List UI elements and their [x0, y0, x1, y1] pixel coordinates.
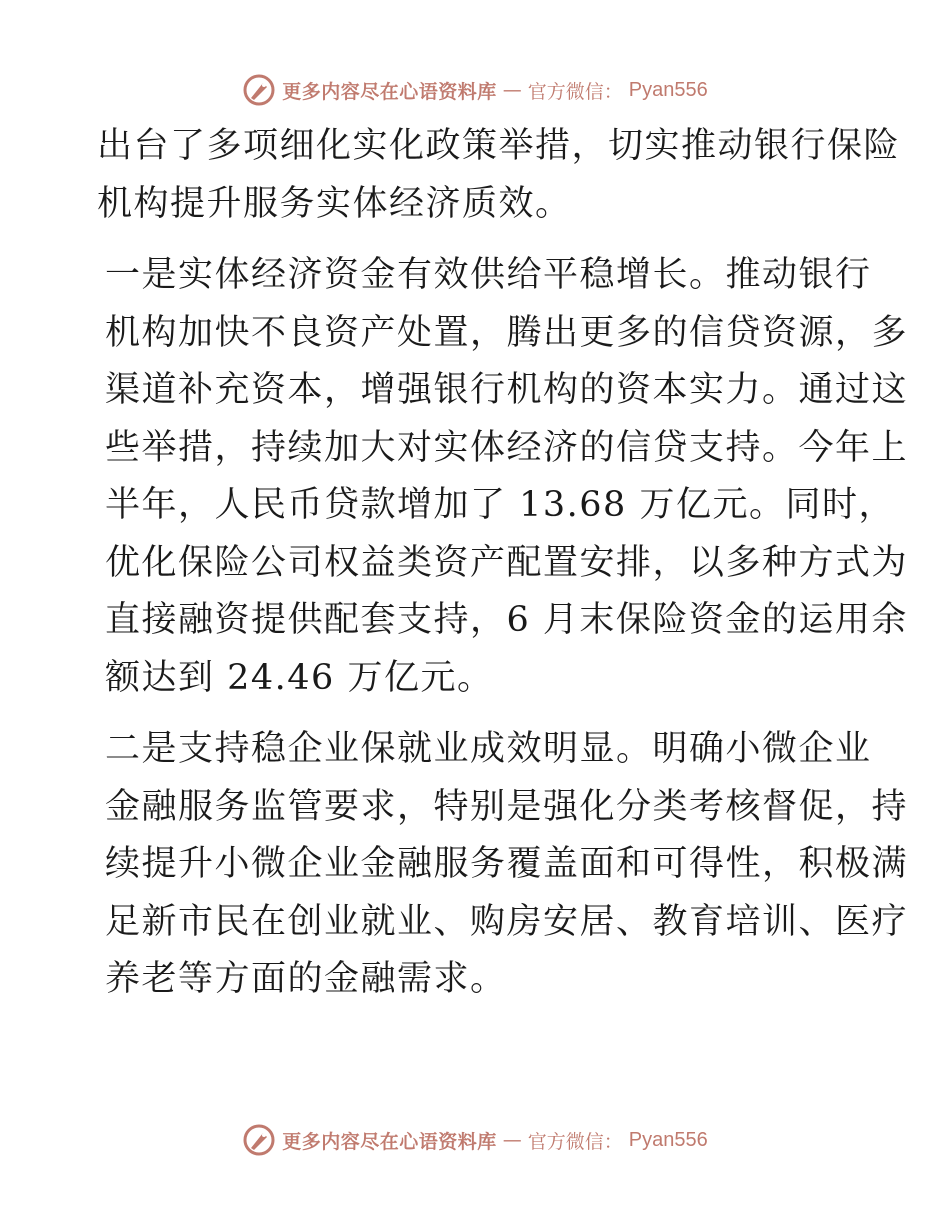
paragraph-point-two [97, 721, 909, 1009]
text-line: 渠道补充资本，增强银行机构的资本实力。通过这 [105, 370, 909, 410]
text-line: 二是支持稳企业保就业成效明显。明确小微企业 [105, 729, 872, 769]
text-line: 一是实体经济资金有效供给平稳增长。推动银行 [105, 255, 872, 295]
text-line: 机构提升服务实体经济质效。 [97, 183, 572, 224]
pen-nib-logo-icon [242, 1123, 276, 1157]
text-line: 些举措，持续加大对实体经济的信贷支持。今年上 [105, 427, 909, 468]
text-line: 金融服务监管要求，特别是强化分类考核督促，持 [105, 786, 909, 827]
header-wechat-label: 官方微信： [527, 80, 623, 103]
footer-brand: 更多内容尽在心语资料库 [282, 1130, 497, 1153]
footer-wechat-id: Pyan556 [628, 1128, 708, 1151]
footer-banner [0, 1120, 950, 1160]
text-line: 优化保险公司权益类资产配置安排，以多种方式为 [105, 542, 909, 583]
text-line: 机构加快不良资产处置，腾出更多的信贷资源，多 [105, 312, 909, 353]
header-separator: — [502, 79, 522, 101]
text-line: 直接融资提供配套支持，6 月末保险资金的运用余 [105, 600, 908, 640]
header-wechat-id: Pyan556 [628, 78, 708, 101]
text-line: 额达到 24.46 万亿元。 [105, 657, 494, 698]
text-line: 出台了多项细化实化政策举措，切实推动银行保险 [97, 126, 901, 166]
footer-separator: — [502, 1129, 522, 1151]
footer-wechat-label: 官方微信： [527, 1130, 623, 1153]
text-line: 半年，人民币贷款增加了 13.68 万亿元。同时， [105, 485, 895, 525]
text-line: 养老等方面的金融需求。 [105, 959, 507, 999]
text-line: 足新市民在创业就业、购房安居、教育培训、医疗 [105, 901, 909, 942]
document-body [97, 118, 909, 1009]
header-brand: 更多内容尽在心语资料库 [282, 80, 497, 103]
text-line: 续提升小微企业金融服务覆盖面和可得性，积极满 [105, 844, 909, 884]
pen-nib-logo-icon [242, 73, 276, 107]
header-banner [0, 70, 950, 110]
paragraph-point-one [97, 247, 909, 707]
paragraph-intro [97, 118, 901, 233]
